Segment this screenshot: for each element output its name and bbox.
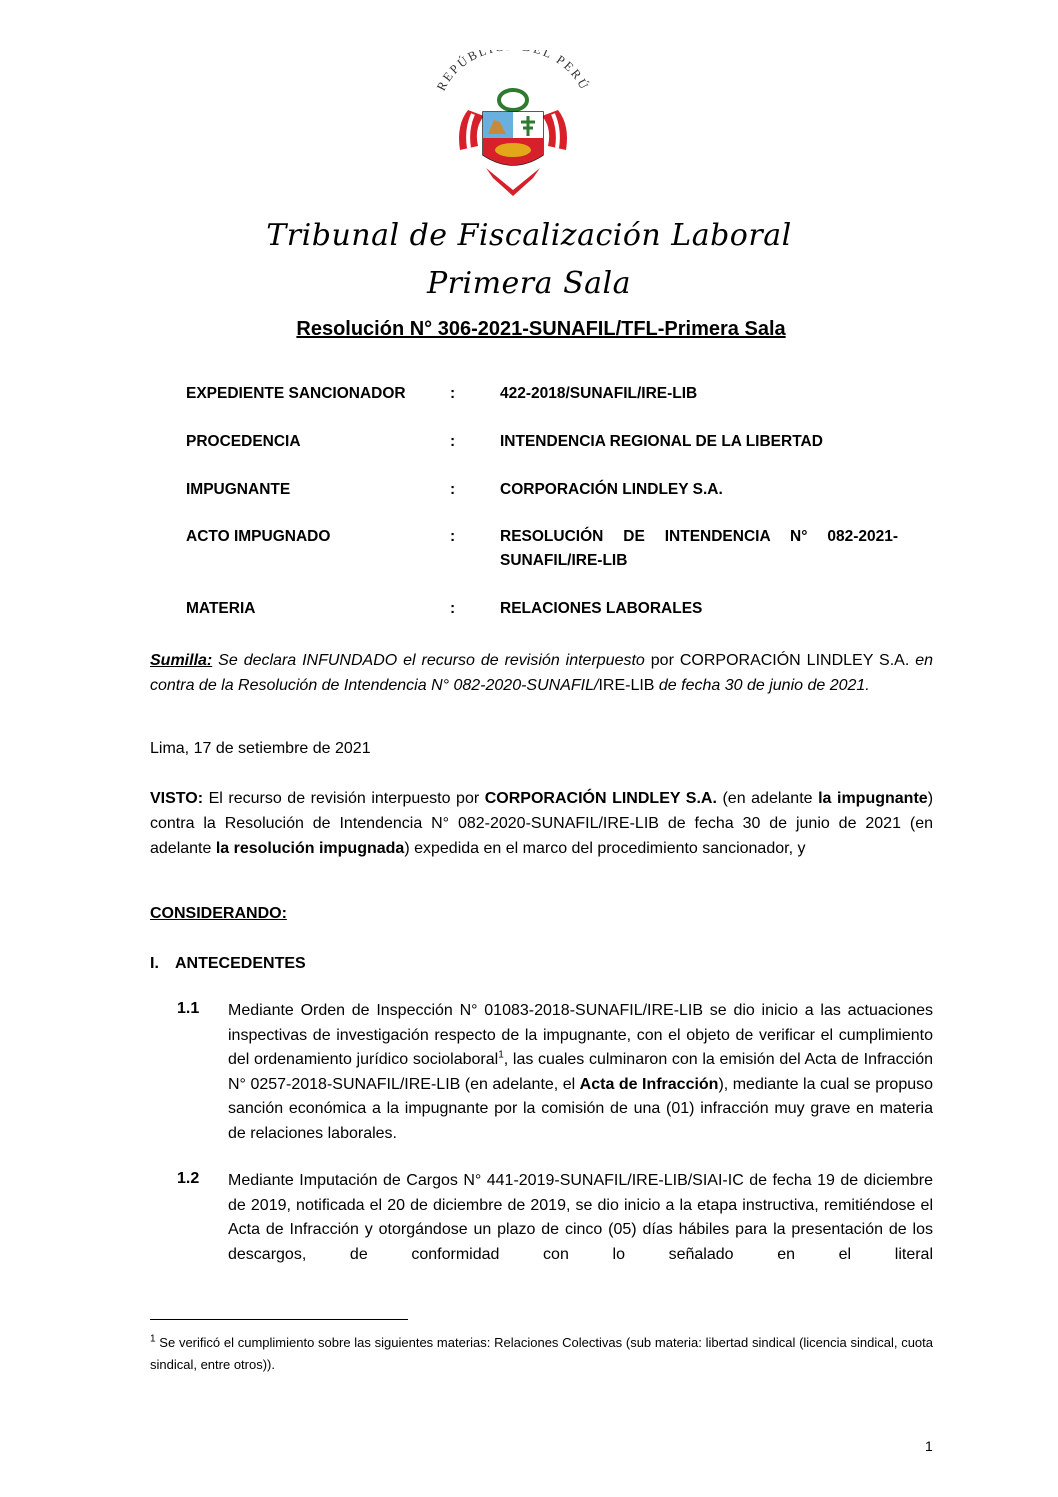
footnote-ref: 1 [498, 1049, 504, 1061]
meta-label: ACTO IMPUGNADO [186, 528, 331, 545]
sumilla-label: Sumilla: [150, 652, 213, 669]
visto-bold: la impugnante [818, 790, 928, 807]
meta-label: PROCEDENCIA [186, 433, 301, 450]
resolution-number: Resolución N° 306-2021-SUNAFIL/TFL-Primera Sala [296, 318, 786, 340]
meta-colon: : [450, 433, 456, 450]
peru-coat-of-arms-logo [428, 50, 598, 200]
item-text: Mediante Imputación de Cargos N° 441-2019-SUNAFIL/IRE-LIB/SIAI-IC de fecha 19 de diciembre de 2019, notificada el 20 de diciembre de 2019, se dio inicio a la etapa instructiva, remitiéndose el Acta de Infracción y otorgándose un plazo de cinco (05) días hábiles para la presentación de los descargos, de conformidad con lo señalado en el literal [228, 1172, 933, 1263]
meta-label: IMPUGNANTE [186, 481, 291, 498]
meta-value: CORPORACIÓN LINDLEY S.A. [500, 481, 723, 498]
meta-value-line2: SUNAFIL/IRE-LIB [500, 552, 628, 569]
item-text: , las cuales culminaron con la emisión del Acta de Infracción N° 0257-2018-SUNAFIL/IRE-LIB (en adelante, el [228, 1051, 933, 1093]
svg-text:REPÚBLICA DEL PERÚ: REPÚBL L PERÚ [434, 50, 592, 94]
footnote-number: 1 [150, 1333, 156, 1345]
item-paragraph [228, 999, 933, 1146]
item-text: ), mediante la cual se propuso sanción económica a la impugnante por la comisión de una (01) infracción muy grave en materia de relaciones laborales. [228, 1075, 934, 1142]
sumilla-text: IRE-LIB [598, 677, 659, 694]
page-number: 1 [925, 1438, 933, 1454]
section-number: I. [150, 955, 159, 972]
visto-text: ) contra la Resolución de Intendencia N° 082-2020-SUNAFIL/IRE-LIB de fecha 30 de junio de 2021 (en adelante [150, 790, 934, 857]
meta-colon: : [450, 600, 456, 617]
visto-bold: CORPORACIÓN LINDLEY S.A. [484, 790, 717, 807]
sumilla-text: de fecha 30 de junio de 2021. [658, 677, 870, 694]
meta-label: MATERIA [186, 600, 256, 617]
meta-value: RELACIONES LABORALES [500, 600, 703, 617]
meta-colon: : [450, 528, 456, 545]
date-line: Lima, 17 de setiembre de 2021 [150, 740, 371, 757]
meta-value-line1: RESOLUCIÓN DE INTENDENCIA N° 082-2021- [500, 528, 898, 545]
meta-colon: : [450, 481, 456, 498]
section-title: ANTECEDENTES [175, 955, 306, 972]
visto-paragraph [150, 786, 933, 861]
sala-title: Primera Sala [426, 266, 631, 301]
visto-text: ) expedida en el marco del procedimiento sancionador, y [404, 840, 806, 857]
item-number: 1.2 [177, 1170, 200, 1187]
item-number: 1.1 [177, 1000, 200, 1017]
item-paragraph [228, 1169, 933, 1267]
item-bold: Acta de Infracción [579, 1075, 719, 1093]
sumilla-text: en contra de la Resolución de Intendencia N° 082-2020-SUNAFIL/ [150, 652, 933, 694]
footnote-text: Se verificó el cumplimiento sobre las siguientes materias: Relaciones Colectivas (sub materia: libertad sindical (licencia sindical, cuota sindical, entre otros)). [150, 1335, 933, 1372]
section-heading [150, 955, 306, 973]
visto-bold: la resolución impugnada [215, 840, 405, 857]
sumilla-text: Se declara INFUNDADO el recurso de revisión interpuesto [212, 652, 645, 669]
sumilla-paragraph [150, 648, 933, 698]
sumilla-text: por CORPORACIÓN LINDLEY S.A. [644, 652, 916, 669]
visto-text: El recurso de revisión interpuesto por [203, 790, 485, 807]
tribunal-title: Tribunal de Fiscalización Laboral [266, 218, 792, 253]
visto-text: (en adelante [716, 790, 819, 807]
meta-value: INTENDENCIA REGIONAL DE LA LIBERTAD [500, 433, 823, 450]
footnote-separator [150, 1319, 408, 1320]
meta-value: 422-2018/SUNAFIL/IRE-LIB [500, 385, 698, 402]
item-text: Mediante Orden de Inspección N° 01083-2018-SUNAFIL/IRE-LIB se dio inicio a las actuaciones inspectivas de investigación respecto de la impugnante, con el objeto de verificar el cumplimiento del ordenamiento jurídico sociolaboral [228, 1002, 933, 1068]
meta-value [500, 525, 898, 573]
considerando-heading: CONSIDERANDO: [150, 905, 287, 922]
visto-label: VISTO: [150, 790, 204, 807]
footnote [150, 1332, 933, 1376]
meta-label: EXPEDIENTE SANCIONADOR [186, 385, 406, 402]
meta-colon: : [450, 385, 456, 402]
